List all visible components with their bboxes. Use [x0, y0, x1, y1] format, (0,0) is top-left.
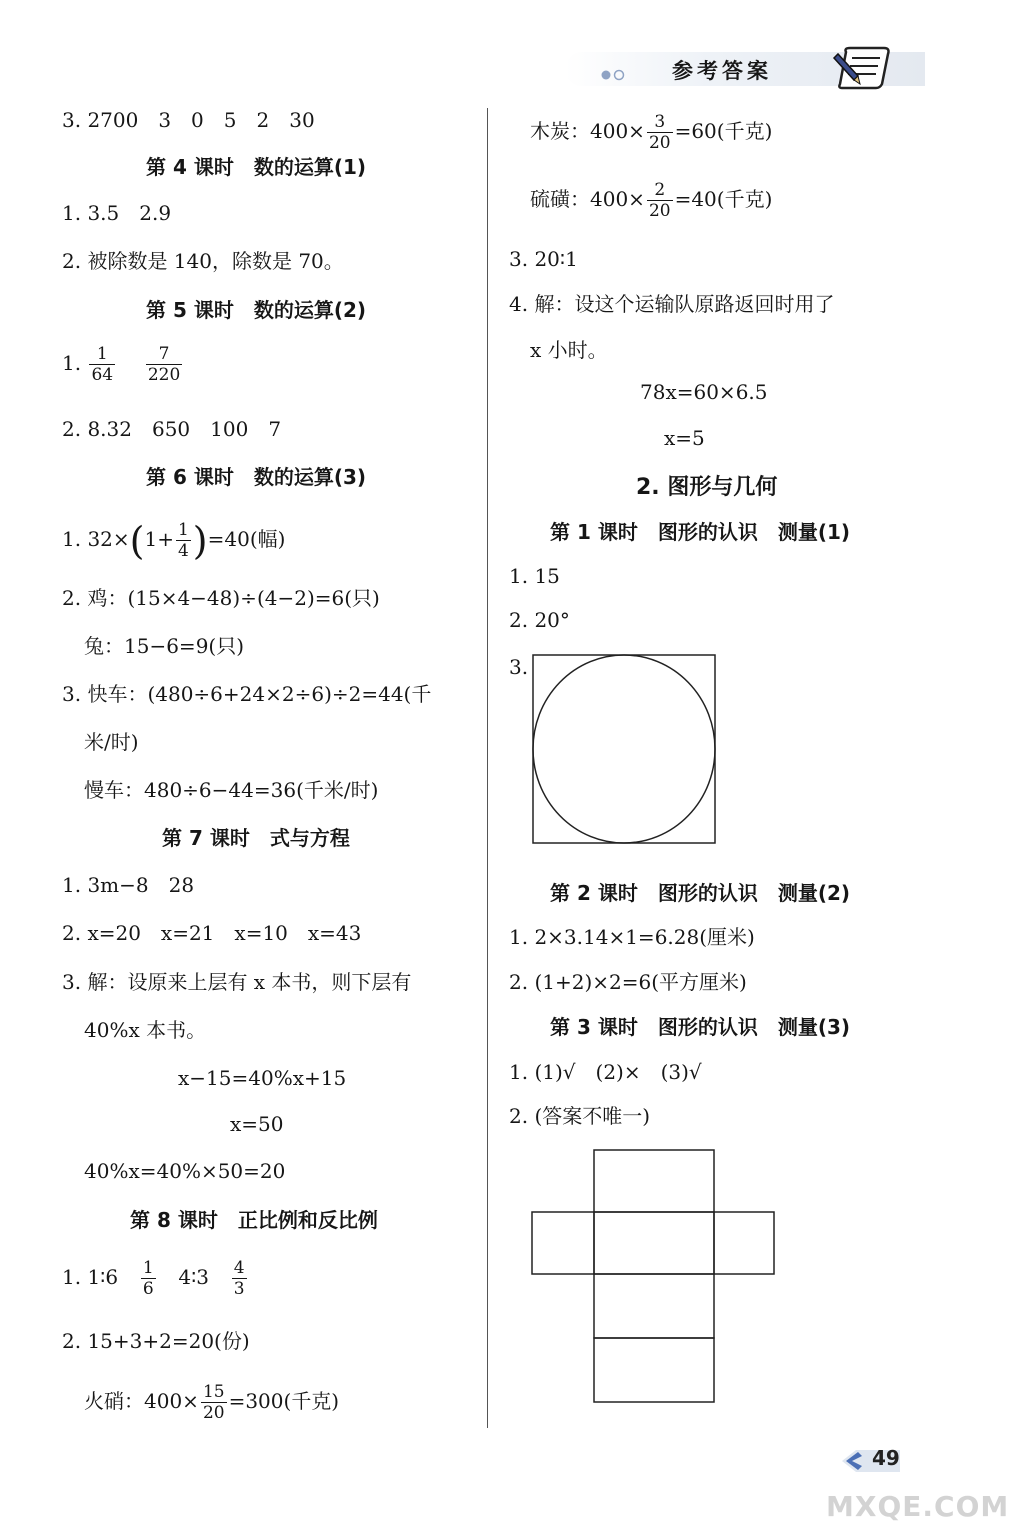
sulfur-line [530, 180, 772, 221]
lesson-7-answer-3c: x−15=40%x+15 [178, 1066, 347, 1090]
expression-part: 1+ [144, 527, 174, 551]
column-divider [487, 108, 488, 1428]
denominator: 4 [177, 541, 189, 561]
two-dots-icon [600, 66, 628, 85]
expression-part: =60(千克) [674, 119, 773, 143]
right-answer-4a: 4. 解：设这个运输队原路返回时用了 [509, 292, 835, 316]
right-paren: ) [192, 519, 208, 563]
denominator: 6 [142, 1279, 154, 1299]
section-2-heading: 2. 图形与几何 [636, 475, 778, 500]
left-paren: ( [129, 519, 145, 563]
numerator: 1 [96, 344, 108, 364]
geometry-2-answer-1: 1. 2×3.14×1=6.28(厘米) [509, 925, 755, 949]
expression-part: 1. 32× [62, 527, 130, 551]
fraction [146, 344, 182, 385]
geometry-1-answer-2: 2. 20° [509, 608, 570, 632]
lesson-8-answer-1 [62, 1258, 249, 1299]
lesson-7-answer-1: 1. 3m−8 28 [62, 873, 195, 897]
pencil-paper-icon [832, 44, 894, 96]
denominator: 20 [648, 133, 671, 153]
lesson-5-answer-2: 2. 8.32 650 100 7 [62, 417, 282, 441]
numerator: 1 [142, 1258, 154, 1278]
lesson-5-heading: 第 5 课时 数的运算(2) [146, 298, 367, 322]
page-number: 49 [872, 1446, 900, 1470]
fraction [89, 344, 115, 385]
geometry-lesson-2-heading: 第 2 课时 图形的认识 测量(2) [550, 881, 851, 905]
geometry-lesson-3-heading: 第 3 课时 图形的认识 测量(3) [550, 1015, 851, 1039]
circle-in-square-figure [532, 654, 718, 850]
lesson-6-answer-3a: 3. 快车：(480÷6+24×2÷6)÷2=44(千 [62, 682, 432, 706]
expression-part: 硫磺：400× [530, 187, 645, 211]
lesson-8-answer-2: 2. 15+3+2=20(份) [62, 1329, 250, 1353]
expression-part: 火硝：400× [84, 1389, 199, 1413]
lesson-7-heading: 第 7 课时 式与方程 [162, 826, 350, 850]
lesson-4-heading: 第 4 课时 数的运算(1) [146, 155, 367, 179]
right-answer-3: 3. 20∶1 [509, 247, 578, 271]
numerator: 7 [158, 344, 170, 364]
fraction [201, 1382, 227, 1423]
answer-number: 1. [62, 351, 82, 375]
lesson-8-heading: 第 8 课时 正比例和反比例 [130, 1208, 378, 1232]
numerator: 4 [233, 1258, 245, 1278]
geometry-lesson-1-heading: 第 1 课时 图形的认识 测量(1) [550, 520, 851, 544]
numerator: 15 [202, 1382, 225, 1402]
lesson-6-answer-3c: 慢车：480÷6−44=36(千米/时) [84, 778, 379, 802]
lesson-8-answer-3 [84, 1382, 339, 1423]
answer-3-line: 3. 2700 3 0 5 2 30 [62, 108, 315, 132]
lesson-4-answer-1: 1. 3.5 2.9 [62, 201, 172, 225]
fraction [141, 1258, 156, 1299]
ratio: 1. 1∶6 [62, 1265, 119, 1289]
lesson-7-answer-3d: x=50 [230, 1112, 284, 1136]
expression-part: =40(幅) [207, 527, 286, 551]
lesson-7-answer-3b: 40%x 本书。 [84, 1018, 207, 1042]
denominator: 3 [233, 1279, 245, 1299]
denominator: 220 [147, 365, 181, 385]
lesson-4-answer-2: 2. 被除数是 140，除数是 70。 [62, 249, 344, 273]
fraction [232, 1258, 247, 1299]
lesson-5-answer-1 [62, 344, 184, 385]
fraction [647, 180, 673, 221]
denominator: 20 [202, 1403, 225, 1423]
geometry-3-answer-1: 1. (1)√ (2)× (3)√ [509, 1060, 702, 1084]
numerator: 3 [654, 112, 666, 132]
lesson-6-answer-1 [62, 520, 285, 561]
lesson-6-heading: 第 6 课时 数的运算(3) [146, 465, 367, 489]
denominator: 20 [648, 201, 671, 221]
geometry-1-answer-1: 1. 15 [509, 564, 560, 588]
numerator: 2 [654, 180, 666, 200]
lesson-7-answer-3e: 40%x=40%×50=20 [84, 1159, 286, 1183]
geometry-2-answer-2: 2. (1+2)×2=6(平方厘米) [509, 970, 747, 994]
denominator: 64 [91, 365, 114, 385]
ratio: 4∶3 [178, 1265, 210, 1289]
header-title: 参考答案 [672, 59, 772, 83]
expression-part: =40(千克) [674, 187, 773, 211]
lesson-7-answer-2: 2. x=20 x=21 x=10 x=43 [62, 921, 362, 945]
expression-part: =300(千克) [228, 1389, 340, 1413]
lesson-7-answer-3a: 3. 解：设原来上层有 x 本书，则下层有 [62, 970, 412, 994]
fraction [176, 520, 191, 561]
watermark: MXQE.COM [826, 1490, 1009, 1523]
right-answer-4c: 78x=60×6.5 [640, 380, 768, 404]
right-answer-4b: x 小时。 [530, 338, 608, 362]
right-answer-4d: x=5 [664, 426, 705, 450]
lesson-6-answer-2b: 兔：15−6=9(只) [84, 634, 245, 658]
fraction [647, 112, 673, 153]
lesson-6-answer-2a: 2. 鸡：(15×4−48)÷(4−2)=6(只) [62, 586, 380, 610]
geometry-3-answer-2: 2. (答案不唯一) [509, 1104, 651, 1128]
charcoal-line [530, 112, 772, 153]
geometry-1-answer-3: 3. [509, 655, 529, 679]
expression-part: 木炭：400× [530, 119, 645, 143]
numerator: 1 [177, 520, 189, 540]
lesson-6-answer-3b: 米/时) [84, 730, 139, 754]
cube-net-figure [531, 1149, 777, 1409]
